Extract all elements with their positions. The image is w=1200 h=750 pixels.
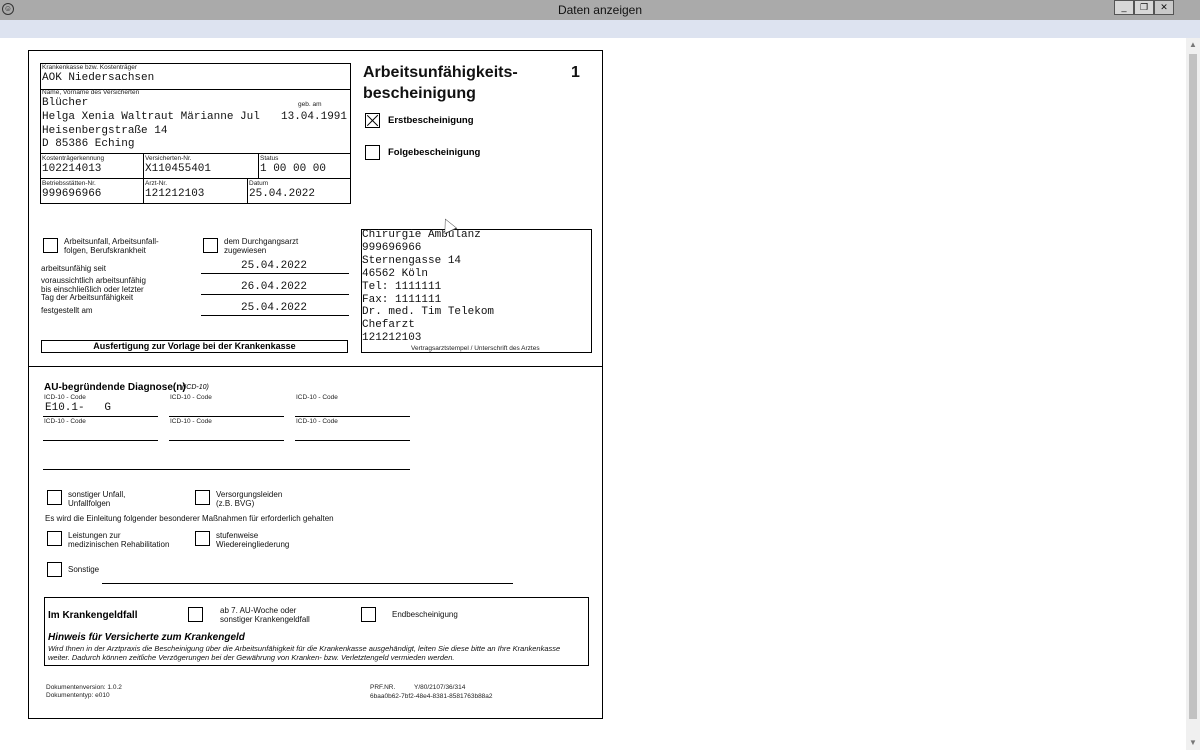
sickpay-title: Im Krankengeldfall [48,610,138,621]
durchgangsarzt-label: dem Durchgangsarzt zugewiesen [224,237,299,255]
found-underline [201,315,349,316]
window-title-bar [0,0,1200,20]
insurer-label: Krankenkasse bzw. Kostenträger [42,64,138,71]
diagnosis-heading: AU-begründende Diagnose(n) [44,382,186,393]
stamp-line: Dr. med. Tim Telekom [362,306,495,319]
doc-type: Dokumententyp: e010 [46,692,110,699]
stamp-line: Tel: 1111111 [362,280,442,293]
since-label: arbeitsunfähig seit [41,264,106,273]
firstnames-value: Helga Xenia Waltraut Märianne Jul [42,111,260,123]
until-label: voraussichtlich arbeitsunfähig bis einschließlich oder letzter Tag der Arbeitsunfähigkeit [41,276,146,302]
site-no-value: 999696966 [42,188,102,200]
document-viewport [0,38,1186,750]
until-value: 26.04.2022 [241,281,308,293]
first-certificate-label: Erstbescheinigung [388,115,474,126]
icd-code-label: ICD-10 - Code [170,418,212,425]
stamp-line: Sternengasse 14 [362,254,462,267]
status-value: 1 00 00 00 [260,163,327,175]
date-label: Datum [249,180,269,187]
week7-checkbox[interactable] [188,607,203,622]
work-accident-label: Arbeitsunfall, Arbeitsunfall- folgen, Berufskrankheit [64,237,159,255]
final-certificate-label: Endbescheinigung [392,610,458,619]
certificate-title-line2: bescheinigung [363,85,476,102]
stamp-line: 999696966 [362,241,422,254]
accessibility-icon[interactable]: ☺ [3,4,13,13]
status-label: Status [260,155,279,162]
found-value: 25.04.2022 [241,302,308,314]
other-measures-label: Sonstige [68,565,100,574]
restore-button[interactable]: ❐ [1134,0,1154,15]
divider [258,153,259,178]
doctor-no-value: 121212103 [145,188,205,200]
icd-code-value: E10.1- G [45,402,112,414]
stamp-line: Fax: 1111111 [362,293,442,306]
other-accident-checkbox[interactable] [47,490,62,505]
durchgangsarzt-checkbox[interactable] [203,238,218,253]
icd-code-label: ICD-10 - Code [44,418,86,425]
since-value: 25.04.2022 [241,260,308,272]
document-hash: 6baa0b62-7bf2-48e4-8381-8581763b88a2 [370,693,493,700]
payer-id-label: Kostenträgerkennung [42,155,105,162]
window-controls [1114,0,1174,15]
stamp-line: Chefarzt [362,319,415,332]
payer-id-value: 102214013 [42,163,102,175]
divider [247,178,248,204]
street-value: Heisenbergstraße 14 [42,125,168,137]
certificate-number: 1 [571,64,580,81]
stamp-line: 121212103 [362,332,422,345]
doc-version: Dokumentenversion: 1.0.2 [46,684,122,691]
measures-text: Es wird die Einleitung folgender besonderer Maßnahmen für erforderlich gehalten [45,514,334,523]
icd-code-label: ICD-10 - Code [296,418,338,425]
diagnosis-text-line [43,469,410,470]
certificate-title-line1: Arbeitsunfähigkeits- [363,64,518,81]
site-no-label: Betriebsstätten-Nr. [42,180,96,187]
lastname-value: Blücher [42,97,89,109]
diagnosis-heading-note: (ICD-10) [182,384,209,391]
icd-underline [295,440,410,441]
since-underline [201,273,349,274]
rehab-checkbox[interactable] [47,531,62,546]
followup-certificate-checkbox[interactable] [365,145,380,160]
name-label: Name, Vorname des Versicherten [42,89,140,96]
found-label: festgestellt am [41,306,93,315]
insurer-value: AOK Niedersachsen [42,72,155,84]
scroll-up-icon[interactable]: ▲ [1189,40,1197,49]
other-measures-line [102,583,513,584]
scroll-down-icon[interactable]: ▼ [1189,738,1197,747]
section-separator [29,366,602,367]
stamp-caption: Vertragsarztstempel / Unterschrift des Arztes [411,345,540,352]
pension-checkbox[interactable] [195,490,210,505]
toolbar-strip [0,20,1200,38]
rehab-label: Leistungen zur medizinischen Rehabilitation [68,531,170,549]
minimize-button[interactable]: _ [1114,0,1134,15]
icd-underline [43,416,158,417]
divider [40,153,351,154]
divider [40,178,351,179]
other-accident-label: sonstiger Unfall, Unfallfolgen [68,490,126,508]
icd-underline [169,440,284,441]
week7-label: ab 7. AU-Woche oder sonstiger Krankengeldfall [220,606,310,624]
prf-value: Y/80/2107/36/314 [414,684,466,691]
copy-for-insurer-label: Ausfertigung zur Vorlage bei der Krankenkasse [41,340,348,353]
date-value: 25.04.2022 [249,188,316,200]
vertical-scrollbar[interactable] [1186,38,1200,750]
followup-certificate-label: Folgebescheinigung [388,147,481,158]
hint-title: Hinweis für Versicherte zum Krankengeld [48,632,245,643]
first-certificate-checkbox[interactable] [365,113,380,128]
close-button[interactable]: ✕ [1154,0,1174,15]
icd-underline [295,416,410,417]
stepwise-label: stufenweise Wiedereingliederung [216,531,290,549]
birthdate-value: 13.04.1991 [281,111,348,123]
insured-no-value: X110455401 [145,163,212,175]
stepwise-checkbox[interactable] [195,531,210,546]
icd-code-label: ICD-10 - Code [44,394,86,401]
birthdate-label: geb. am [298,101,322,108]
icd-code-label: ICD-10 - Code [170,394,212,401]
until-underline [201,294,349,295]
icd-underline [43,440,158,441]
divider [143,153,144,204]
stamp-line: Chirurgie Ambulanz [362,229,481,241]
au-certificate-form [28,50,603,719]
hint-text: Wird Ihnen in der Arztpraxis die Bescheinigung über die Arbeitsunfähigkeit für die Krankenkasse ausgehändigt, leiten Sie diese bitte an Ihre Krankenkasse weiter. Dadurch können zeitliche Verzögerungen bei der Gewährung von Kranken- bzw. Verletztengeld vermieden werden. [48,644,561,662]
pension-label: Versorgungsleiden (z.B. BVG) [216,490,283,508]
city-value: D 85386 Eching [42,138,135,150]
other-measures-checkbox[interactable] [47,562,62,577]
stamp-line: 46562 Köln [362,267,429,280]
work-accident-checkbox[interactable] [43,238,58,253]
final-certificate-checkbox[interactable] [361,607,376,622]
doctor-no-label: Arzt-Nr. [145,180,168,187]
prf-label: PRF.NR. [370,684,396,691]
scrollbar-thumb[interactable] [1189,54,1197,719]
window-title: Daten anzeigen [557,3,643,17]
icd-underline [169,416,284,417]
doctor-stamp-text [362,229,494,345]
icd-code-label: ICD-10 - Code [296,394,338,401]
insured-no-label: Versicherten-Nr. [145,155,192,162]
